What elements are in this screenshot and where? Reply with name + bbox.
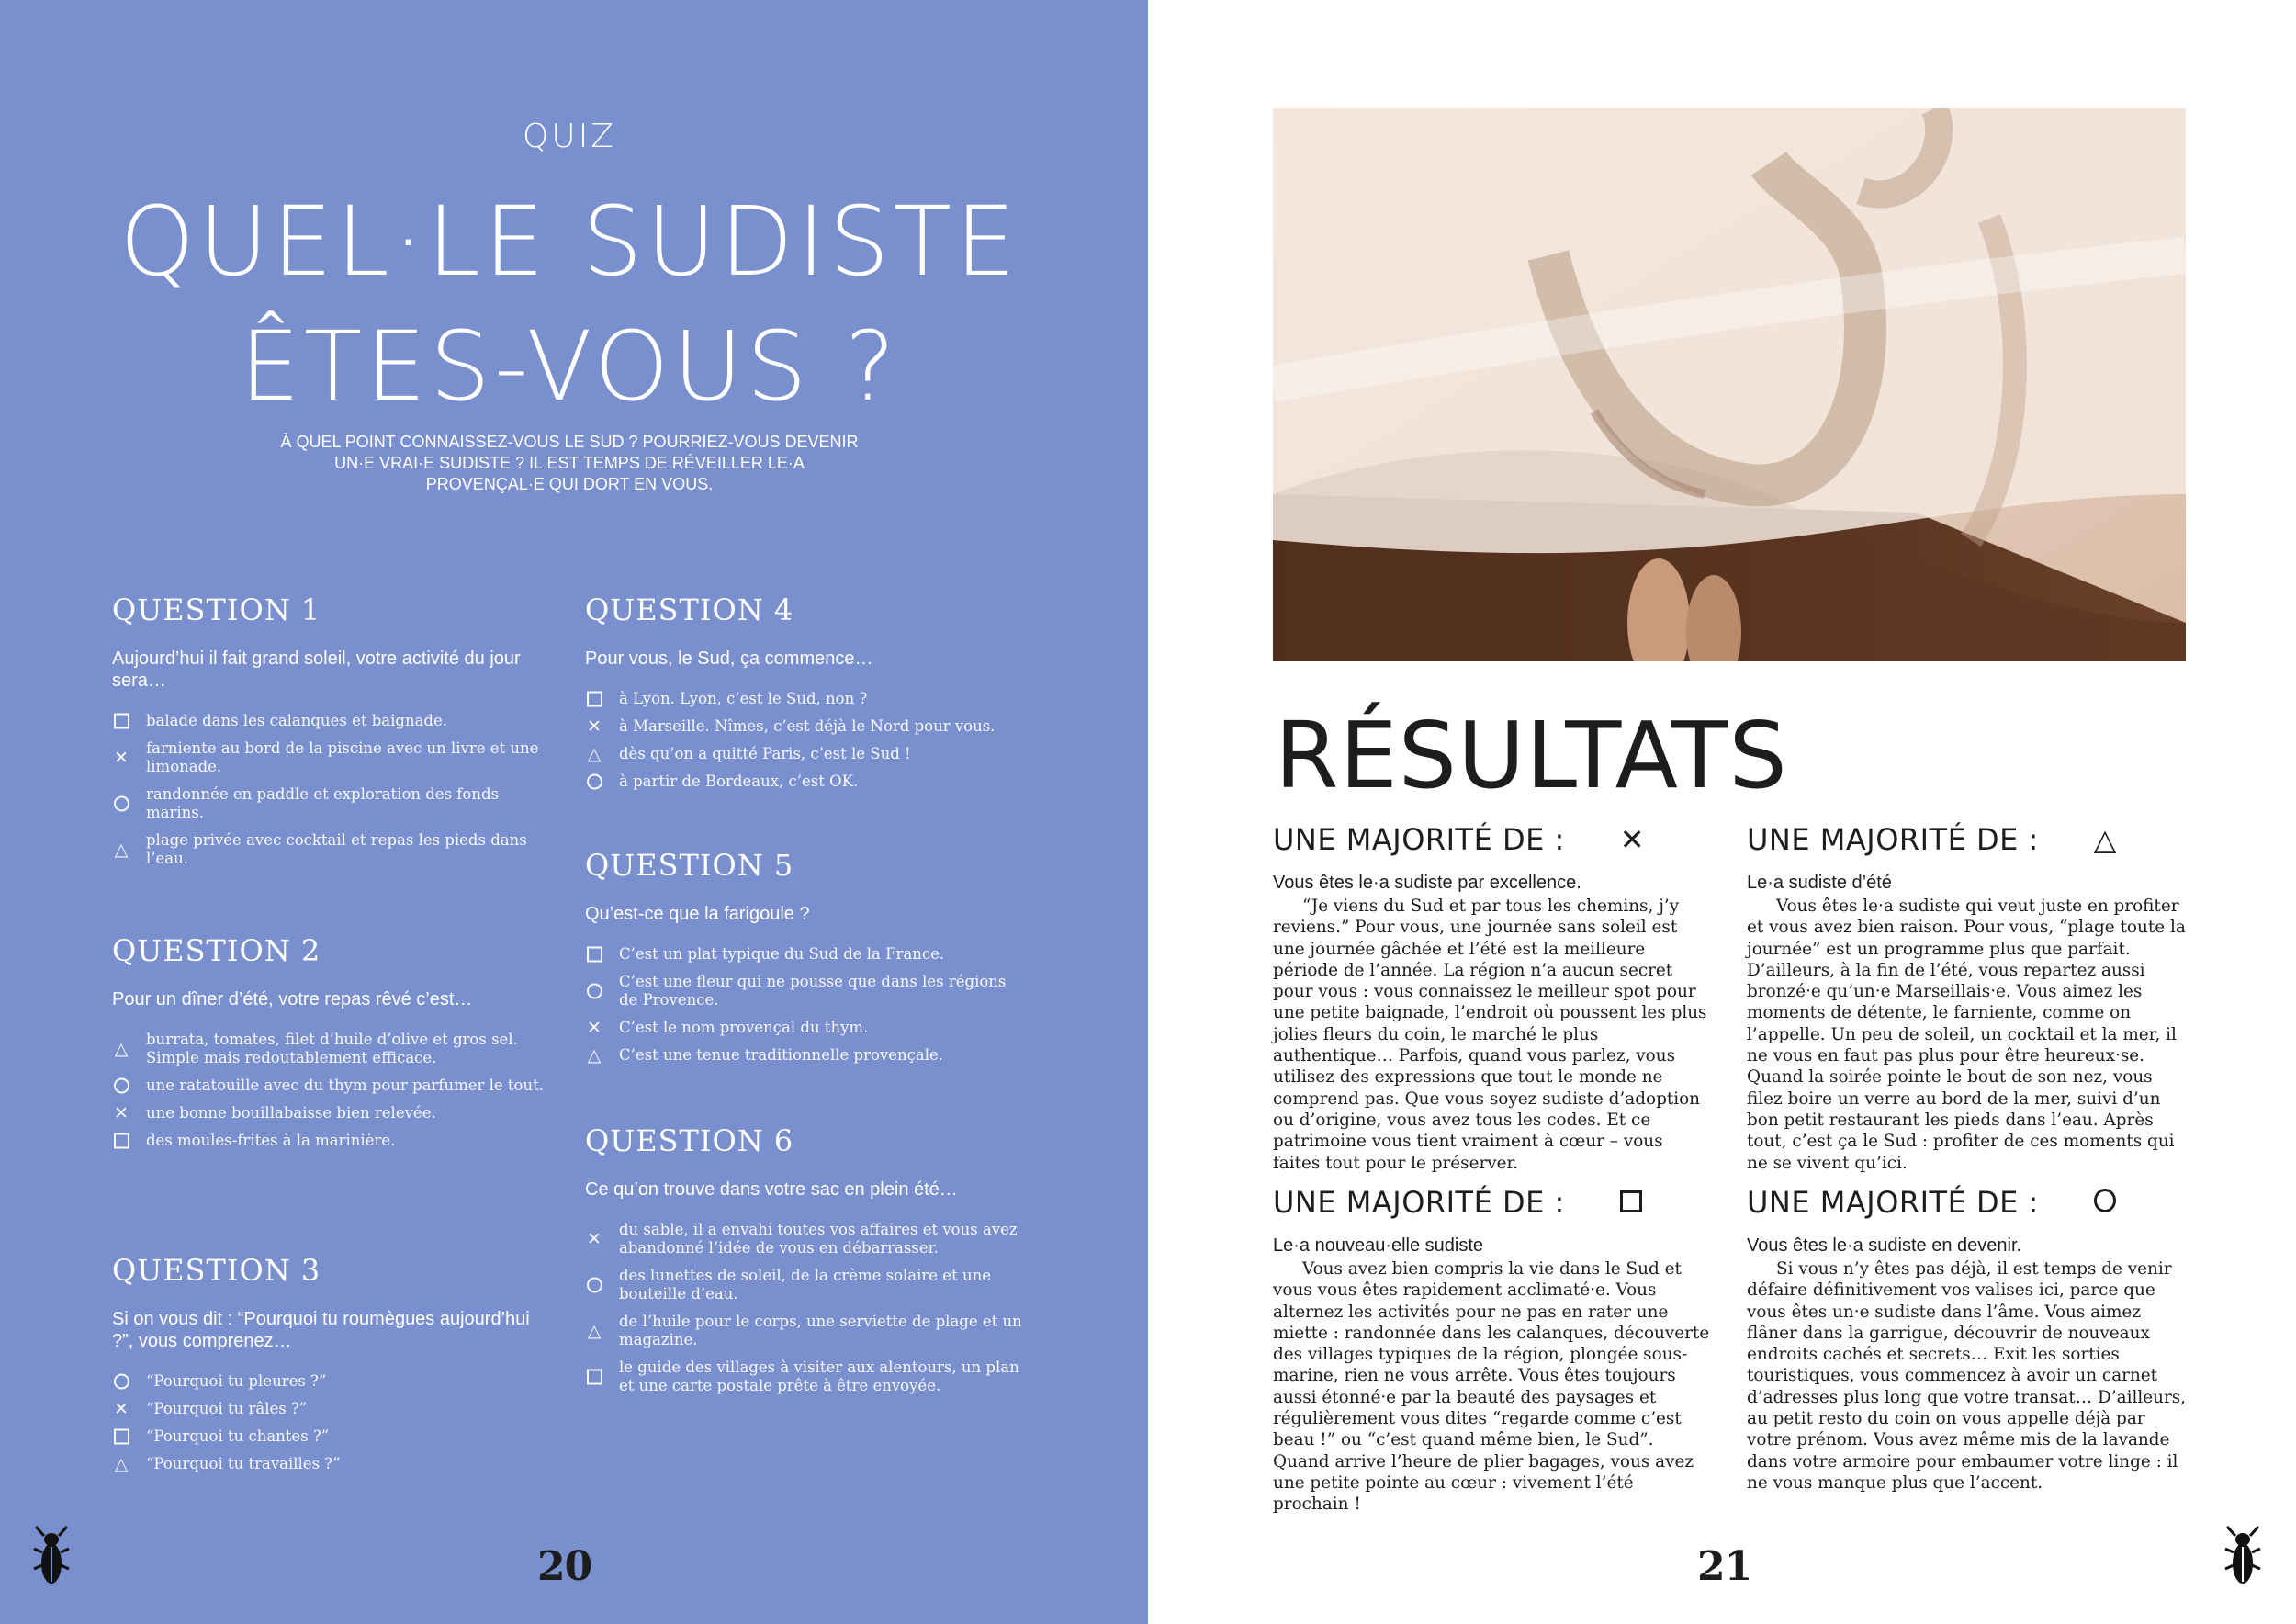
result-subtitle: Le·a nouveau·elle sudiste [1273, 1235, 1484, 1256]
square-icon [114, 1133, 129, 1149]
result-body: Vous êtes le·a sudiste qui veut juste en profiter et vous avez bien raison. Pour vous, “plage toute la journée” est un programme plus que parfait. D’ailleurs, à la fin de l’été, vous repartez aussi bronzé·e qu’un·e Marseillais·e. Vous aimez les moments de détente, le farniente, comme on l’appelle. Un peu de soleil, un cocktail et la mer, il ne vous en faut pas plus pour être heureux·se. Quand la soirée pointe le bout de son nez, vous filez boire un verre au bord de la mer, suivi d’un bon petit restaurant les pieds dans l’eau. Après tout, c’est ça le Sud : profiter de ces moments qui ne se vivent qu’ici. [1747, 897, 2186, 1173]
quiz-kicker: QUIZ [523, 118, 616, 155]
page-number-left: 20 [537, 1543, 592, 1590]
triangle-icon: △ [114, 1039, 129, 1059]
answer-option [112, 739, 553, 776]
result-heading-text: UNE MAJORITÉ DE : [1273, 1185, 1565, 1220]
result-subtitle: Le·a sudiste d’été [1747, 873, 1892, 893]
answer-option [585, 717, 1026, 736]
circle-icon [587, 984, 602, 999]
question-text: Ce qu’on trouve dans votre sac en plein été… [585, 1179, 958, 1200]
answer-option [585, 973, 1026, 1009]
result-triangle [1747, 822, 2188, 1174]
triangle-icon: △ [587, 744, 602, 764]
answer-list [585, 690, 1026, 791]
answer-text: une bonne bouillabaisse bien relevée. [146, 1104, 436, 1122]
answer-option [112, 1104, 553, 1122]
answer-option [112, 1427, 553, 1446]
question-heading: QUESTION 4 [585, 592, 794, 627]
fabric-photo [1273, 108, 2186, 661]
cross-icon: ✕ [114, 748, 129, 768]
result-heading-text: UNE MAJORITÉ DE : [1747, 822, 2039, 857]
question-text: Aujourd’hui il fait grand soleil, votre activité du jour sera… [112, 648, 521, 691]
answer-text: “Pourquoi tu râles ?” [146, 1400, 308, 1417]
question-1 [112, 592, 553, 877]
answer-text: du sable, il a envahi toutes vos affaires et vous avez abandonné l’idée de vous en débarrasser. [619, 1221, 1018, 1257]
circle-icon [114, 1078, 129, 1094]
square-icon [587, 947, 602, 963]
circle-icon [2094, 1189, 2116, 1212]
question-heading: QUESTION 3 [112, 1253, 321, 1288]
question-heading: QUESTION 5 [585, 848, 794, 883]
answer-option [112, 831, 553, 868]
question-text: Qu’est-ce que la farigoule ? [585, 904, 810, 924]
square-icon [1620, 1190, 1642, 1212]
answer-list [585, 945, 1026, 1065]
answer-list [585, 1221, 1026, 1395]
question-heading: QUESTION 1 [112, 592, 321, 627]
cross-icon: ✕ [587, 716, 602, 737]
quiz-title-line-2: ÊTES-VOUS ? [240, 310, 899, 423]
cross-icon: ✕ [114, 1103, 129, 1123]
square-icon [587, 692, 602, 707]
cross-icon: ✕ [587, 1018, 602, 1038]
answer-text: à partir de Bordeaux, c’est OK. [619, 773, 859, 790]
triangle-icon: △ [114, 1454, 129, 1474]
answer-option [585, 773, 1026, 791]
cicada-icon [33, 1525, 70, 1587]
answer-option [112, 1400, 553, 1418]
circle-icon [587, 774, 602, 790]
circle-icon [587, 1278, 602, 1293]
results-title: RÉSULTATS [1275, 702, 1788, 809]
answer-option [585, 945, 1026, 964]
question-3 [112, 1253, 553, 1483]
answer-text: C’est le nom provençal du thym. [619, 1019, 869, 1036]
answer-text: C’est une fleur qui ne pousse que dans les régions de Provence. [619, 973, 1007, 1009]
answer-text: plage privée avec cocktail et repas les pieds dans l’eau. [146, 831, 527, 867]
answer-option [112, 712, 553, 730]
question-6 [585, 1123, 1026, 1404]
question-4 [585, 592, 1026, 800]
answer-option [112, 1132, 553, 1150]
result-body: Si vous n’y êtes pas déjà, il est temps de venir défaire définitivement vos valises ici, parce que vous êtes un·e sudiste dans l’âme. Vous aimez flâner dans la garrigue, découvrir de nouveaux endroits cachés et secrets… Exit les sorties touristiques, vous commencez à avoir un carnet d’adresses plus long que votre transat… D’ailleurs, au petit resto du coin on vous appelle déjà par votre prénom. Vous avez même mis de la lavande dans votre armoire pour embaumer votre linge : il ne vous manque plus que l’accent. [1747, 1259, 2187, 1493]
answer-text: des lunettes de soleil, de la crème solaire et une bouteille d’eau. [619, 1267, 991, 1303]
result-heading [1747, 1185, 2188, 1220]
result-body: “Je viens du Sud et par tous les chemins, j’y reviens.” Pour vous, une journée sans soleil est une journée gâchée et l’été est la meilleure période de l’année. La région n’a aucun secret pour vous : vous connaissez le meilleur spot pour une petite baignade, l’endroit où poussent les plus jolies fleurs du coin, le marché le plus authentique… Parfois, quand vous parlez, vous utilisez des expressions que tout le monde ne comprend pas. Que vous soyez sudiste d’adoption ou d’origine, vous avez tous les codes. Et ce patrimoine vous tient vraiment à cœur – vous faites tout pour le préserver. [1273, 897, 1707, 1173]
answer-list [112, 1031, 553, 1150]
answer-text: “Pourquoi tu travailles ?” [146, 1455, 341, 1472]
right-page-results [1148, 0, 2296, 1624]
answer-option [585, 1221, 1026, 1257]
question-text: Si on vous dit : “Pourquoi tu roumègues aujourd’hui ?”, vous comprenez… [112, 1309, 530, 1351]
result-heading-text: UNE MAJORITÉ DE : [1273, 822, 1565, 857]
answer-option [112, 1372, 553, 1391]
answer-text: “Pourquoi tu pleures ?” [146, 1372, 327, 1390]
answer-text: farniente au bord de la piscine avec un livre et une limonade. [146, 739, 539, 775]
result-symbol [1620, 822, 1645, 857]
question-5 [585, 848, 1026, 1074]
cross-icon: ✕ [1619, 822, 1646, 857]
answer-text: C’est un plat typique du Sud de la France. [619, 945, 945, 963]
result-body: Vous avez bien compris la vie dans le Sud et vous vous êtes rapidement acclimaté·e. Vous alternez les activités pour ne pas en rater une miette : randonnée dans les calanques, découverte des villages typiques de la région, plongée sous-marine, rien ne vous arrête. Vous êtes toujours aussi étonné·e par la beauté des paysages et régulièrement vous dites “regarde comme c’est beau !” ou “c’est quand même bien, le Sud”. Quand arrive l’heure de plier bagages, vous avez une petite pointe au cœur : vivement l’été prochain ! [1273, 1259, 1710, 1515]
answer-option [585, 1019, 1026, 1037]
triangle-icon: △ [114, 840, 129, 860]
answer-option [585, 1046, 1026, 1065]
square-icon [114, 714, 129, 729]
cross-icon: ✕ [114, 1399, 129, 1419]
answer-text: à Lyon. Lyon, c’est le Sud, non ? [619, 690, 868, 707]
result-symbol [1620, 1185, 1642, 1220]
answer-list [112, 712, 553, 868]
square-icon [587, 1370, 602, 1385]
quiz-title-line-1: QUEL·LE SUDISTE [119, 186, 1019, 298]
result-subtitle: Vous êtes le·a sudiste par excellence. [1273, 873, 1581, 893]
answer-text: dès qu’on a quitté Paris, c’est le Sud ! [619, 745, 911, 762]
triangle-icon: △ [587, 1045, 602, 1066]
question-heading: QUESTION 2 [112, 933, 321, 968]
result-heading [1747, 822, 2188, 857]
result-heading [1273, 1185, 1714, 1220]
answer-text: de l’huile pour le corps, une serviette de plage et un magazine. [619, 1313, 1022, 1348]
answer-text: balade dans les calanques et baignade. [146, 712, 447, 729]
answer-text: randonnée en paddle et exploration des fonds marins. [146, 785, 499, 821]
result-heading [1273, 822, 1714, 857]
answer-text: le guide des villages à visiter aux alentours, un plan et une carte postale prête à être envoyée. [619, 1359, 1019, 1394]
answer-option [585, 745, 1026, 763]
page-number-right: 21 [1697, 1543, 1752, 1590]
circle-icon [114, 1374, 129, 1390]
answer-option [585, 1313, 1026, 1349]
circle-icon [114, 796, 129, 812]
triangle-icon: △ [587, 1321, 602, 1341]
question-text: Pour un dîner d’été, votre repas rêvé c’est… [112, 989, 473, 1009]
answer-option [585, 1359, 1026, 1395]
cicada-icon [2224, 1525, 2261, 1587]
result-square [1273, 1185, 1714, 1516]
question-2 [112, 933, 553, 1159]
result-heading-text: UNE MAJORITÉ DE : [1747, 1185, 2039, 1220]
cross-icon: ✕ [587, 1229, 602, 1249]
result-subtitle: Vous êtes le·a sudiste en devenir. [1747, 1235, 2022, 1256]
triangle-icon: △ [2093, 822, 2117, 857]
answer-option [112, 1077, 553, 1095]
result-cross [1273, 822, 1714, 1174]
answer-text: “Pourquoi tu chantes ?” [146, 1427, 330, 1445]
answer-text: C’est une tenue traditionnelle provençale. [619, 1046, 943, 1064]
result-symbol [2094, 822, 2117, 857]
question-text: Pour vous, le Sud, ça commence… [585, 648, 873, 669]
answer-option [585, 1267, 1026, 1303]
result-symbol [2094, 1185, 2116, 1220]
photo-image [1273, 108, 2186, 661]
result-circle [1747, 1185, 2188, 1494]
answer-option [585, 690, 1026, 708]
answer-option [112, 785, 553, 822]
answer-list [112, 1372, 553, 1473]
answer-text: à Marseille. Nîmes, c’est déjà le Nord pour vous. [619, 717, 996, 735]
answer-option [112, 1455, 553, 1473]
answer-text: burrata, tomates, filet d’huile d’olive et gros sel. Simple mais redoutablement efficace. [146, 1031, 518, 1066]
square-icon [114, 1429, 129, 1445]
question-heading: QUESTION 6 [585, 1123, 794, 1158]
quiz-intro: À QUEL POINT CONNAISSEZ-VOUS LE SUD ? POURRIEZ-VOUS DEVENIR UN·E VRAI·E SUDISTE ? IL EST TEMPS DE RÉVEILLER LE·A PROVENÇAL·E QUI DORT EN VOUS. [280, 433, 859, 493]
answer-text: des moules-frites à la marinière. [146, 1132, 396, 1149]
answer-option [112, 1031, 553, 1067]
quiz-title [0, 179, 1139, 429]
answer-text: une ratatouille avec du thym pour parfumer le tout. [146, 1077, 544, 1094]
